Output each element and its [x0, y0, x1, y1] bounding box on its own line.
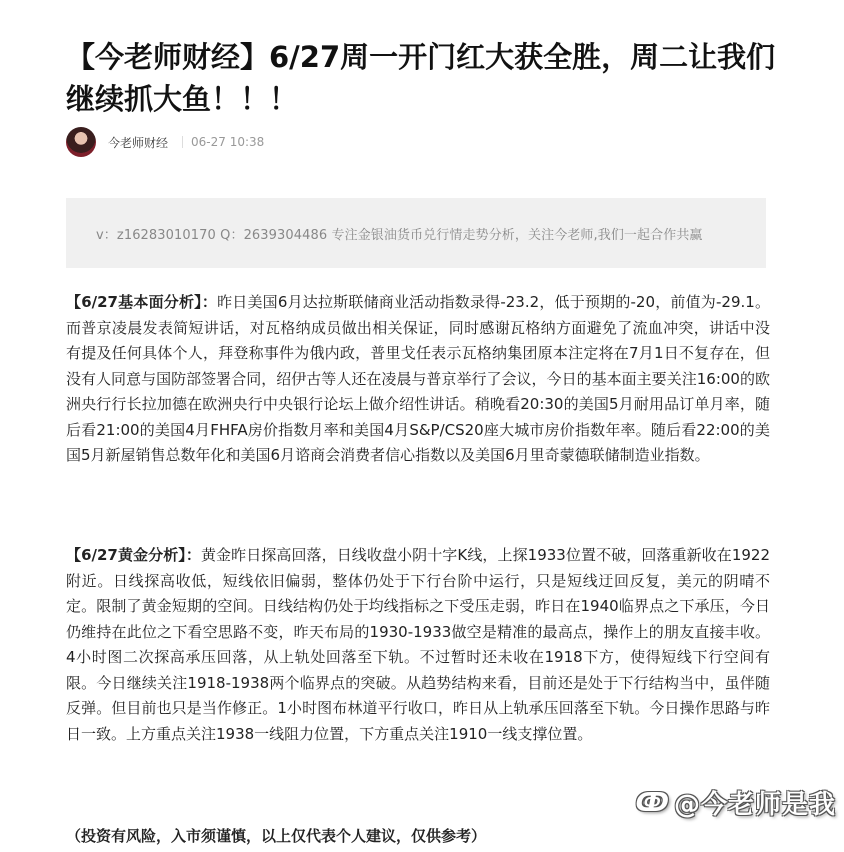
- author-avatar[interactable]: [66, 127, 96, 157]
- fundamental-analysis-paragraph: [66, 290, 770, 469]
- watermark-text: @今老师是我: [673, 790, 836, 820]
- contact-notice-text: v：z16283010170 Q：2639304486 专注金银油货币兑行情走势分析，关注今老师,我们一起合作共赢: [96, 227, 703, 243]
- watermark-logo-icon: ↂ: [635, 787, 670, 818]
- article-title: 【今老师财经】6/27周一开门红大获全胜，周二让我们继续抓大鱼！！！: [66, 40, 776, 116]
- section-heading: 【6/27黄金分析】：: [66, 546, 201, 564]
- gold-analysis-paragraph: [66, 543, 770, 747]
- section-heading: 【6/27基本面分析】：: [66, 293, 218, 311]
- meta-divider: [182, 136, 183, 148]
- watermark: [635, 784, 836, 821]
- contact-notice-box: [66, 198, 766, 268]
- author-meta: [66, 126, 264, 158]
- risk-disclaimer: （投资有风险，入市须谨慎，以上仅代表个人建议，仅供参考）: [66, 827, 487, 845]
- section-body: 昨日美国6月达拉斯联储商业活动指数录得-23.2，低于预期的-20，前值为-29.1。而普京凌晨发表简短讲话，对瓦格纳成员做出相关保证，同时感谢瓦格纳方面避免了流血冲突，讲话中没有提及任何具体个人，拜登称事件为俄内政，普里戈任表示瓦格纳集团原本注定将在7月1日不复存在，但没有人同意与国防部签署合同，绍伊古等人还在凌晨与普京举行了会议，今日的基本面主要关注16:00的欧洲央行行长拉加德在欧洲央行中央银行论坛上做介绍性讲话。稍晚看20:30的美国5月耐用品订单月率，随后看21:00的美国4月FHFA房价指数月率和美国4月S&P/CS20座大城市房价指数年率。随后看22:00的美国5月新屋销售总数年化和美国6月谘商会消费者信心指数以及美国6月里奇蒙德联储制造业指数。: [66, 293, 770, 464]
- author-name[interactable]: 今老师财经: [108, 135, 169, 150]
- section-body: 黄金昨日探高回落，日线收盘小阴十字K线，上探1933位置不破，回落重新收在1922附近。日线探高收低，短线依旧偏弱，整体仍处于下行台阶中运行，只是短线迂回反复，美元的阴晴不定。限制了黄金短期的空间。日线结构仍处于均线指标之下受压走弱，昨日在1940临界点之下承压，今日仍维持在此位之下看空思路不变，昨天布局的1930-1933做空是精准的最高点，操作上的朋友直接丰收。 4小时图二次探高承压回落，从上轨处回落至下轨。不过暂时还未收在1918下方，使得短线下行空间有限。今日继续关注1918-1938两个临界点的突破。从趋势结构来看，目前还是处于下行结构当中，虽伴随反弹。但目前也只是当作修正。1小时图布林道平行收口，昨日从上轨承压回落至下轨。今日操作思路与昨日一致。上方重点关注1938一线阻力位置，下方重点关注1910一线支撑位置。: [66, 546, 771, 743]
- publish-time: 06-27 10:38: [191, 135, 265, 149]
